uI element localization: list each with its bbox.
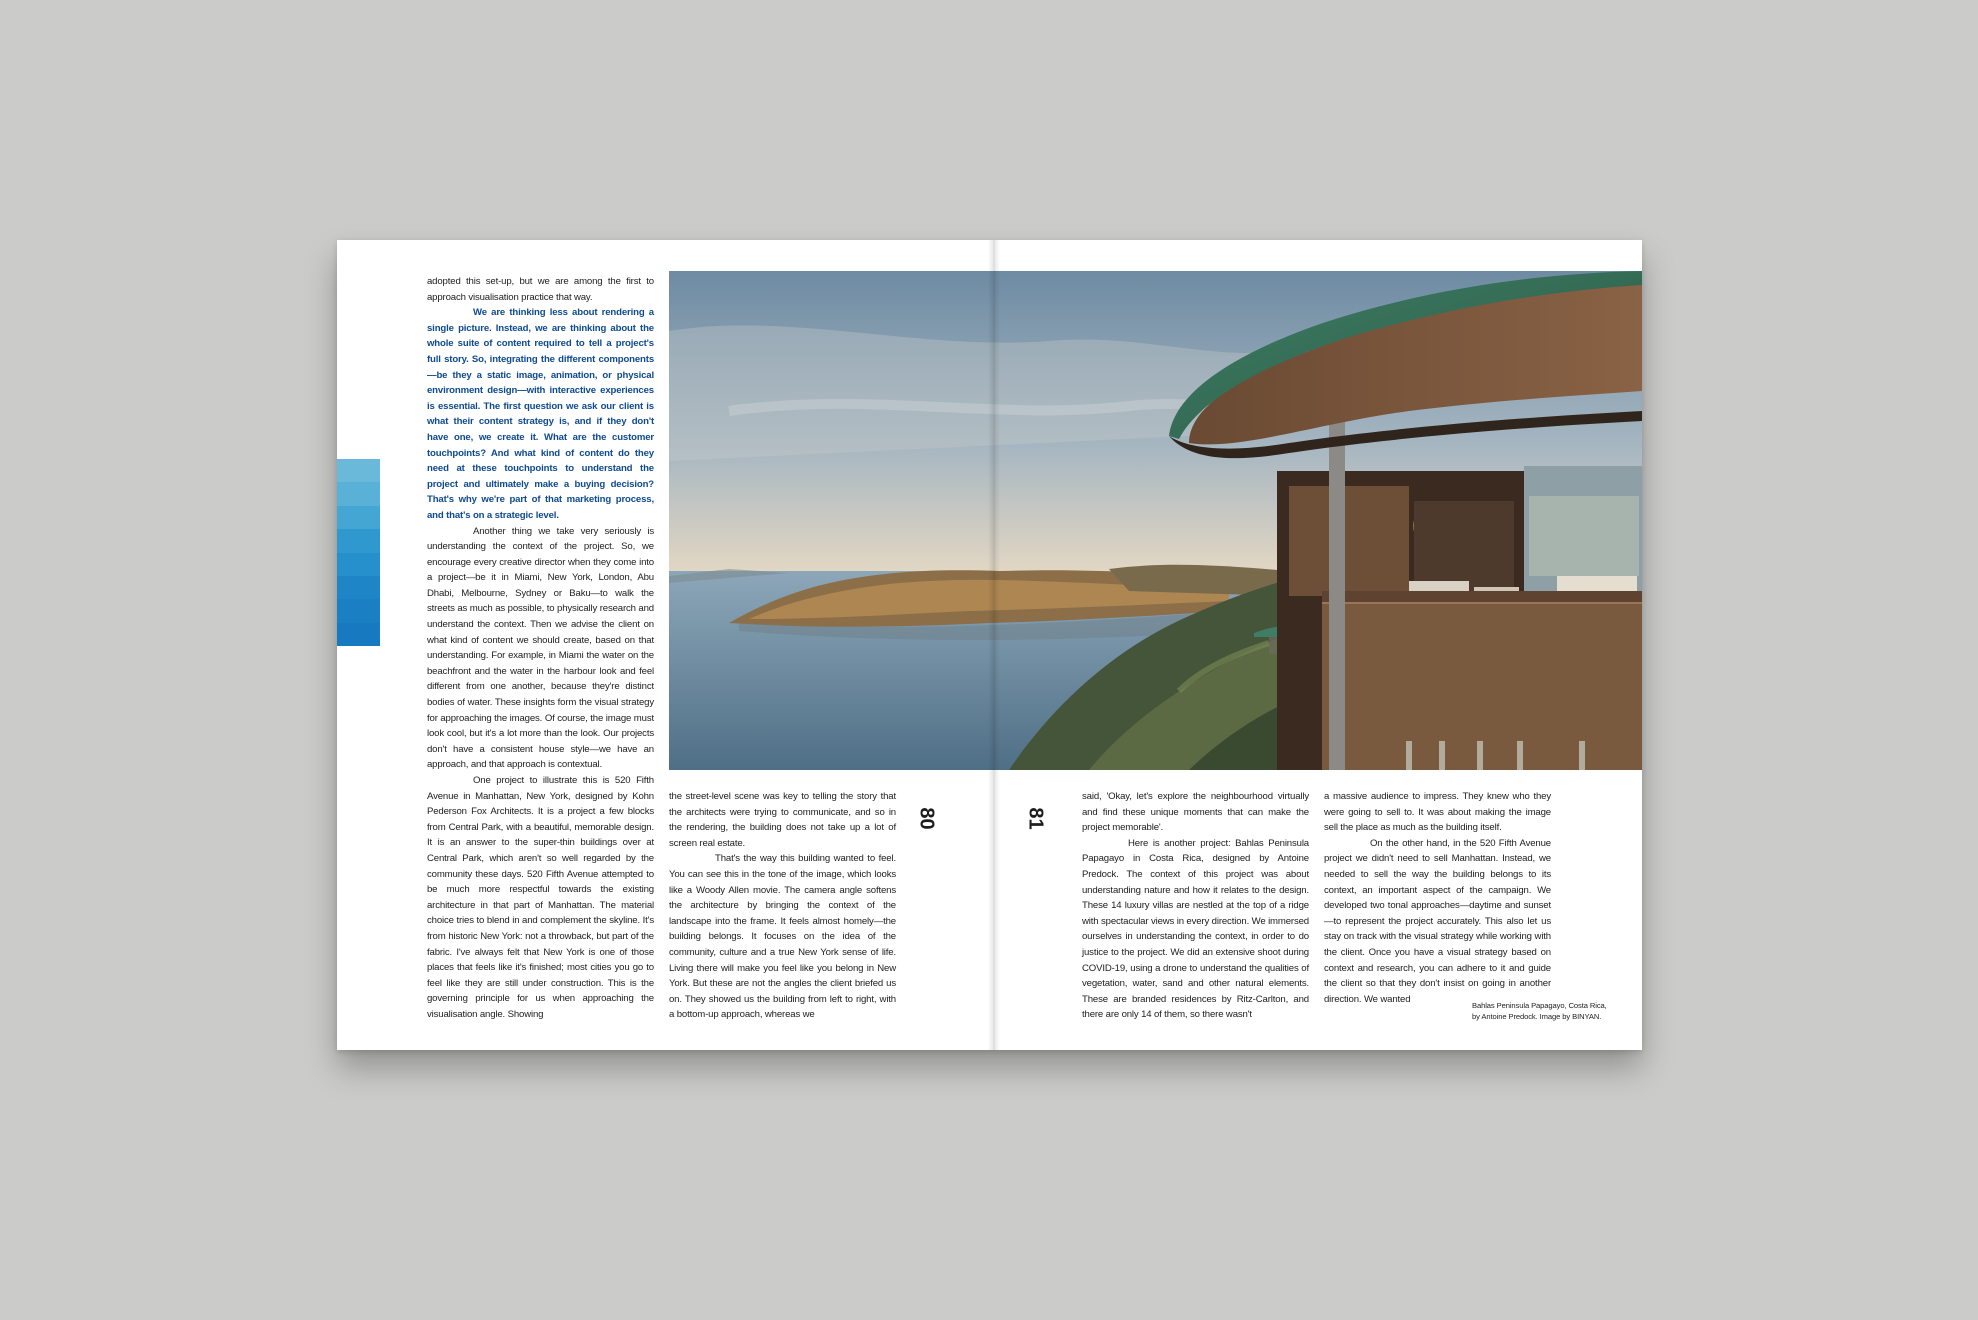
paragraph: That's the way this building wanted to feel. You can see this in the tone of the image, which looks like a Woody Allen movie. The camera angle softens the architecture by bringing the context of the landscape into the frame. It feels almost homely—the building belongs. It focuses on the idea of the community, culture and a true New York sense of life. Living there will make you feel like you belong in New York. But these are not the angles the client briefed us on. They showed us the building from left to right, with a bottom-up approach, whereas we bbox=[669, 853, 896, 1021]
right-page-column-1 bbox=[1082, 789, 1309, 1023]
page-number-right: 81 bbox=[1024, 807, 1047, 830]
paragraph: said, 'Okay, let's explore the neighbourhood virtually and find these unique moments that can make the project memorable'. bbox=[1082, 791, 1309, 834]
left-page-column-2 bbox=[669, 789, 896, 1023]
paragraph: a massive audience to impress. They knew who they were going to sell to. It was about making the image sell the place as much as the building itself. bbox=[1324, 791, 1551, 834]
paragraph: adopted this set-up, but we are among the first to approach visualisation practice that way. bbox=[427, 276, 654, 303]
paragraph: the street-level scene was key to telling the story that the architects were trying to communicate, and so in the rendering, the building does not take up a lot of screen real estate. bbox=[669, 791, 896, 849]
paragraph: One project to illustrate this is 520 Fifth Avenue in Manhattan, New York, designed by Kohn Pederson Fox Architects. It is a project a few blocks from Central Park, with a beautiful, memorable design. It is an answer to the super-thin buildings over at Central Park, which aren't so well regarded by the community these days. 520 Fifth Avenue attempted to be much more respectful towards the existing architecture in that part of Manhattan. The material choice tries to blend in and complement the skyline. It's from historic New York: not a throwback, but part of the fabric. I've always felt that New York is one of those places that feels like it's finished; most cities you go to feel like they are still under construction. This is the governing principle for us when approaching the visualisation angle. Showing bbox=[427, 775, 654, 1020]
feature-photo-villa bbox=[669, 271, 1642, 770]
left-page-column-1 bbox=[427, 274, 654, 1023]
right-page-column-2 bbox=[1324, 789, 1551, 1007]
tab-swatch bbox=[337, 459, 380, 482]
paragraph: On the other hand, in the 520 Fifth Avenue project we didn't need to sell Manhattan. Instead, we needed to sell the way the building belongs to its context, an important aspect of the campaign. We developed two tonal approaches—daytime and sunset—to represent the project accurately. This also let us stay on track with the visual strategy while working with the client. Once you have a visual strategy based on context and research, you can adhere to it and guide the client so that they don't insist on going in another direction. We wanted bbox=[1324, 837, 1551, 1005]
color-swatch-tab bbox=[337, 459, 380, 646]
tab-swatch bbox=[337, 506, 380, 529]
tab-swatch bbox=[337, 623, 380, 646]
pull-quote: We are thinking less about rendering a single picture. Instead, we are thinking about the whole suite of content required to tell a project's full story. So, integrating the different components—be they a static image, animation, or physical environment design—with interactive experiences is essential. The first question we ask our client is what their content strategy is, and if they don't have one, we create it. What are the customer touchpoints? And what kind of content do they need at these touchpoints to understand the project and ultimately make a buying decision? That's why we're part of that marketing process, and that's on a strategic level. bbox=[427, 307, 654, 521]
tab-swatch bbox=[337, 576, 380, 599]
paragraph: Here is another project: Bahlas Peninsula Papagayo in Costa Rica, designed by Antoine Predock. The context of this project was about understanding nature and how it relates to the design. These 14 luxury villas are nestled at the top of a ridge with spectacular views in every direction. We immersed ourselves in understanding the context, in order to do justice to the project. We did an extensive shoot during COVID-19, using a drone to understand the qualities of vegetation, water, sand and other natural elements. These are branded residences by Ritz-Carlton, and there are only 14 of them, so there wasn't bbox=[1082, 837, 1309, 1021]
paragraph: Another thing we take very seriously is understanding the context of the project. So, we encourage every creative director when they come into a project—be it in Miami, New York, London, Abu Dhabi, Melbourne, Sydney or Baku—to walk the streets as much as possible, to physically research and understand the context. Then we advise the client on what kind of content we should create, based on that understanding. For example, in Miami the water on the beachfront and the water in the harbour look and feel different from one another, because they're distinct bodies of water. These insights form the visual strategy for approaching the images. Of course, the image must look cool, but it's a lot more than the look. Our projects don't have a consistent house style—we have an approach, and that approach is contextual. bbox=[427, 525, 654, 771]
tab-swatch bbox=[337, 599, 380, 622]
landscape-illustration bbox=[669, 271, 1642, 770]
tab-swatch bbox=[337, 529, 380, 552]
tab-swatch bbox=[337, 482, 380, 505]
photo-caption: Bahlas Peninsula Papagayo, Costa Rica, by Antoine Predock. Image by BINYAN. bbox=[1472, 1001, 1607, 1021]
magazine-spread bbox=[337, 240, 1642, 1050]
tab-swatch bbox=[337, 553, 380, 576]
page-number-left: 80 bbox=[915, 807, 938, 830]
